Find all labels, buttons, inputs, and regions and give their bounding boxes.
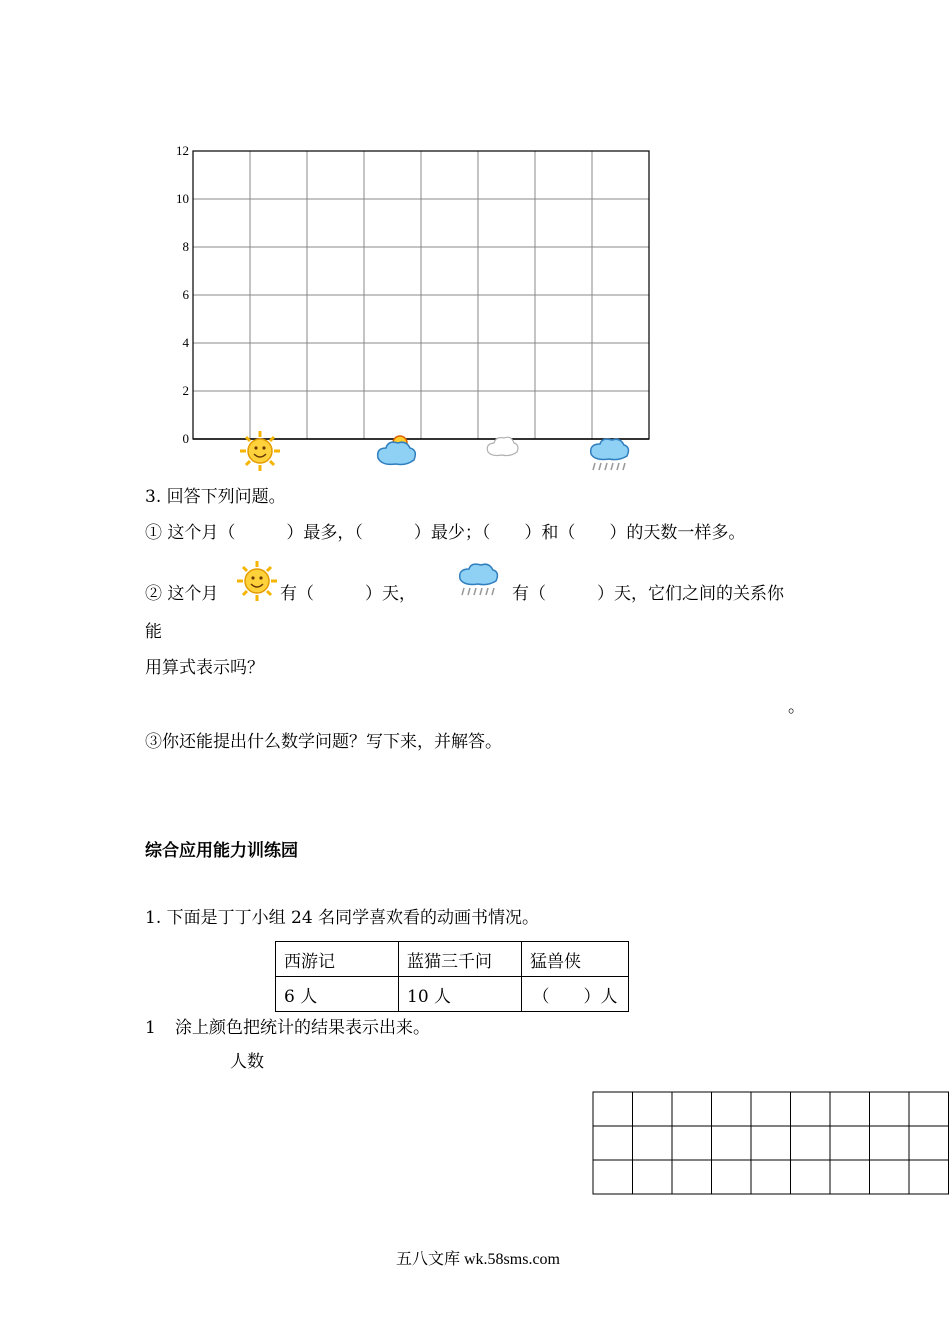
sun-icon <box>240 431 280 471</box>
cloud-icon <box>487 437 518 455</box>
p1-step: 涂上颜色把统计的结果表示出来。 <box>175 1018 430 1038</box>
grid-cell <box>633 1092 673 1126</box>
grid-cell <box>633 1126 673 1160</box>
table-cell: 西游记 <box>276 942 399 977</box>
grid-cell <box>791 1126 831 1160</box>
grid-cell <box>830 1160 870 1194</box>
rain-cloud-icon <box>591 439 629 470</box>
grid-cell <box>672 1160 712 1194</box>
q3-answer-period: 。 <box>788 697 805 717</box>
grid-cell <box>712 1160 752 1194</box>
y-tick-labels <box>176 143 190 446</box>
p1-step-number: 1 <box>145 1018 156 1038</box>
grid-cell <box>712 1126 752 1160</box>
grid-cell <box>593 1160 633 1194</box>
grid-cell <box>909 1126 949 1160</box>
grid-cell <box>870 1160 910 1194</box>
grid-cell <box>712 1092 752 1126</box>
grid-cell <box>870 1092 910 1126</box>
table-cell: 猛兽侠 <box>522 942 629 977</box>
q3-line2-b: 有（ ）天， <box>280 584 416 604</box>
grid-cell <box>672 1092 712 1126</box>
y-tick-label: 12 <box>176 143 189 158</box>
grid-cell <box>593 1126 633 1160</box>
rain-cloud-icon <box>456 560 500 598</box>
table-cell: 10 人 <box>399 977 522 1012</box>
blank-answer-grid <box>592 1091 950 1195</box>
grid-cell <box>751 1160 791 1194</box>
y-tick-label: 8 <box>182 239 189 254</box>
table-cell: （ ）人 <box>522 977 629 1012</box>
grid-cell <box>751 1126 791 1160</box>
q3-title: 3. 回答下列问题。 <box>145 487 286 507</box>
grid-cell <box>830 1126 870 1160</box>
grid-cell <box>830 1092 870 1126</box>
y-tick-label: 4 <box>182 335 189 350</box>
table-row <box>276 977 629 1012</box>
q3-line2-c: 有（ ）天，它们之间的关系你 <box>512 584 784 604</box>
grid-cell <box>791 1160 831 1194</box>
grid-cell <box>909 1092 949 1126</box>
table-header-row <box>276 942 629 977</box>
table-cell: 6 人 <box>276 977 399 1012</box>
grid-cell <box>909 1160 949 1194</box>
grid-cell <box>791 1092 831 1126</box>
table-cell: 蓝猫三千问 <box>399 942 522 977</box>
q3-line2-a: ② 这个月 <box>145 584 219 604</box>
sun-behind-cloud-icon <box>378 436 416 465</box>
y-tick-label: 2 <box>182 383 189 398</box>
grid-cell <box>633 1160 673 1194</box>
grid-cell <box>870 1126 910 1160</box>
q3-line2-wrap: 能 <box>145 622 162 642</box>
books-table <box>275 941 629 1012</box>
grid-cell <box>672 1126 712 1160</box>
y-tick-label: 6 <box>182 287 189 302</box>
sun-icon <box>236 560 278 602</box>
section-heading: 综合应用能力训练园 <box>145 841 298 861</box>
q3-line1: ① 这个月（ ）最多，（ ）最少；（ ）和（ ）的天数一样多。 <box>145 523 746 543</box>
y-tick-label: 10 <box>176 191 189 206</box>
footer-watermark: 五八文库 wk.58sms.com <box>396 1251 561 1268</box>
q3-line4: ③你还能提出什么数学问题？写下来，并解答。 <box>145 732 502 752</box>
weather-chart <box>0 0 950 480</box>
grid-cell <box>751 1092 791 1126</box>
q3-line3: 用算式表示吗？ <box>145 658 264 678</box>
p1-intro: 1. 下面是丁丁小组 24 名同学喜欢看的动画书情况。 <box>145 908 540 928</box>
grid-cell <box>593 1092 633 1126</box>
y-tick-label: 0 <box>182 431 189 446</box>
axis-label-people: 人数 <box>230 1052 264 1072</box>
